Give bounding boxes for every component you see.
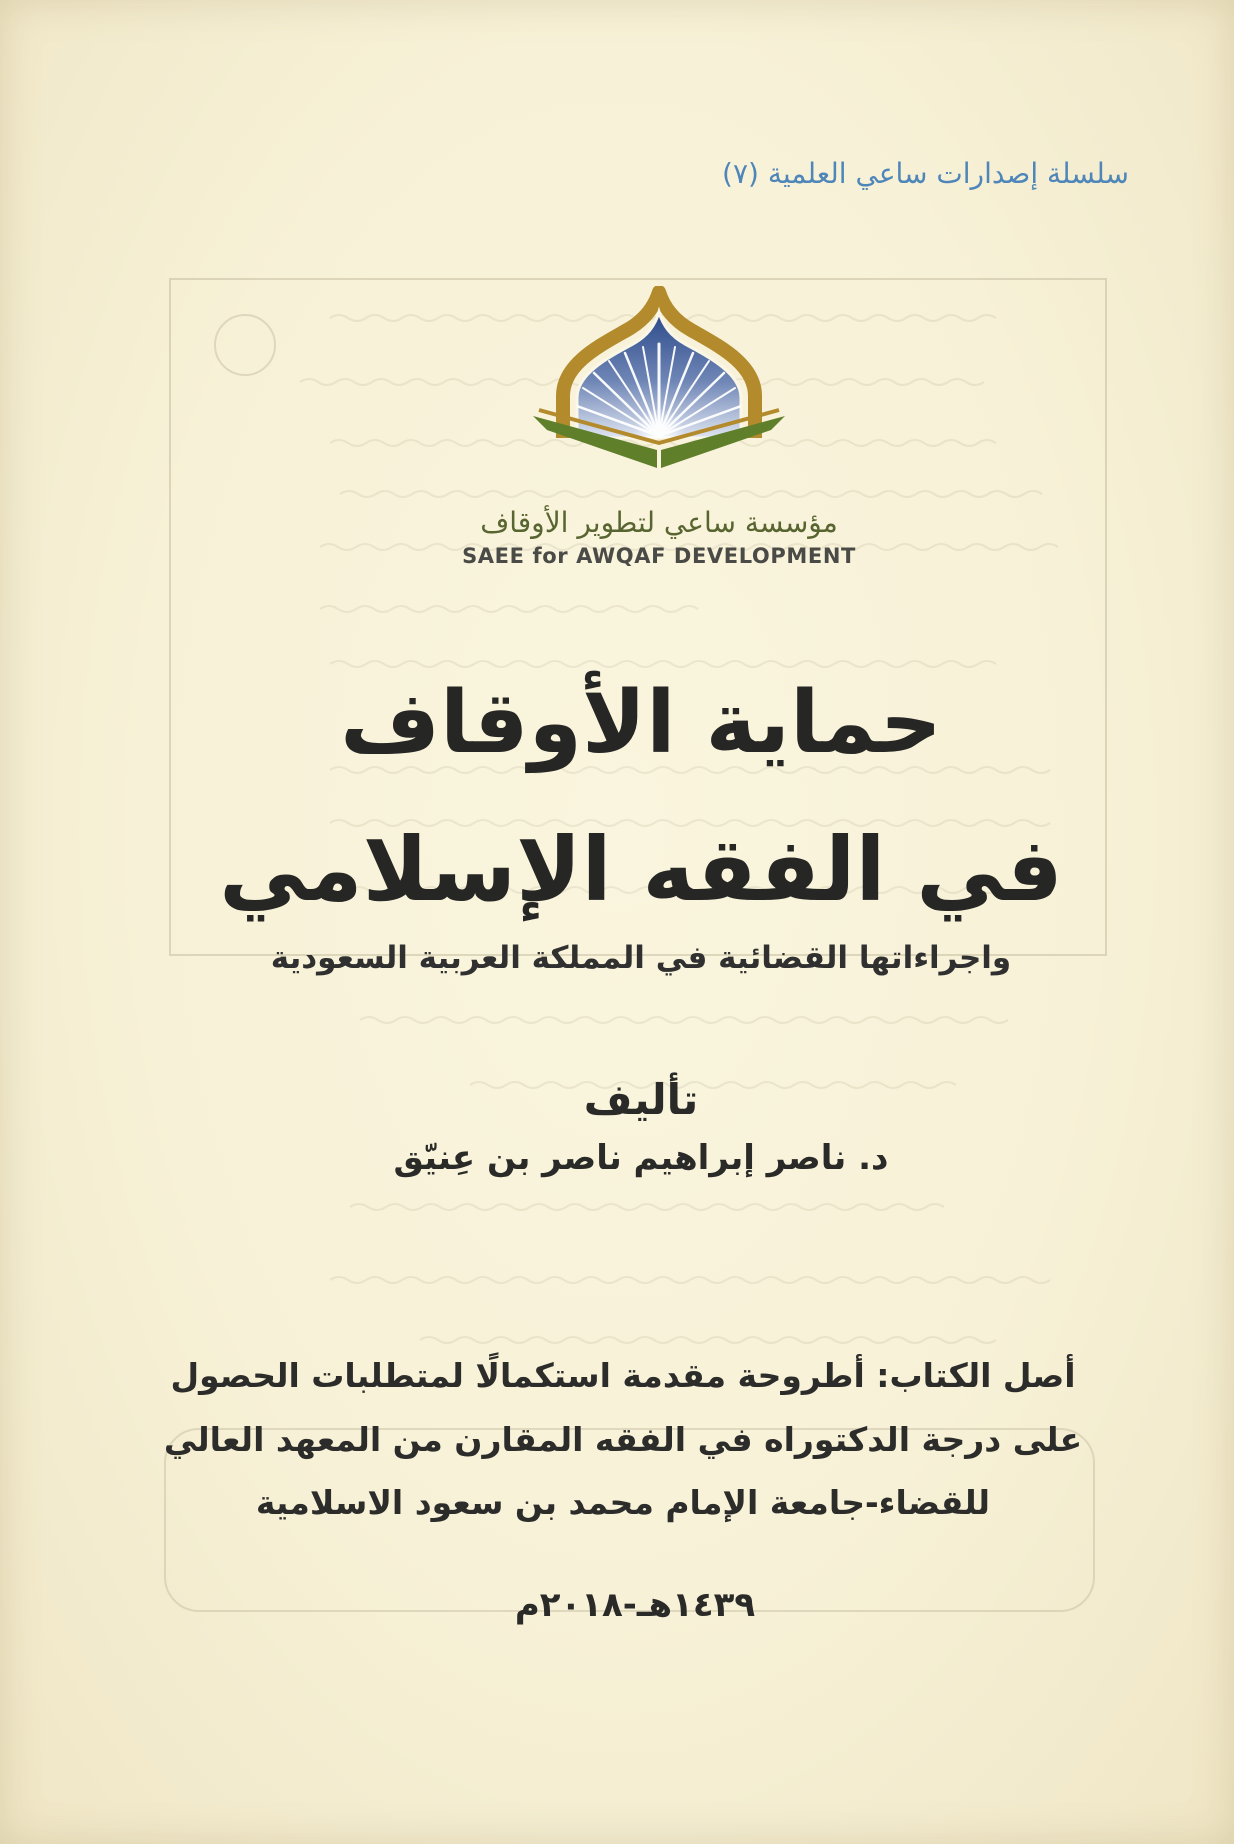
watermark-stroke	[360, 1017, 1008, 1023]
book-title-line-2: في الفقه الإسلامي	[219, 818, 1063, 921]
book-subtitle: واجراءاتها القضائية في المملكة العربية السعودية	[270, 940, 1012, 976]
book-origin-line: للقضاء-جامعة الإمام محمد بن سعود الاسلامية	[255, 1483, 991, 1522]
author-name: د. ناصر إبراهيم ناصر بن عِنيّق	[393, 1138, 889, 1178]
watermark-seal	[215, 315, 275, 375]
watermark-stroke	[330, 1277, 1050, 1283]
series-label: سلسلة إصدارات ساعي العلمية (٧)	[722, 157, 1129, 190]
publisher-name-en: SAEE for AWQAF DEVELOPMENT	[462, 544, 856, 568]
publication-date: ١٤٣٩هـ-٢٠١٨م	[514, 1585, 756, 1625]
watermark-stroke	[320, 606, 698, 612]
book-origin-line: على درجة الدكتوراه في الفقه المقارن من المعهد العالي	[163, 1420, 1083, 1459]
watermark-stroke	[420, 1337, 996, 1343]
publisher-name-ar: مؤسسة ساعي لتطوير الأوقاف	[480, 506, 838, 539]
book-title-line-1: حماية الأوقاف	[340, 673, 942, 773]
book-origin-line: أصل الكتاب: أطروحة مقدمة استكمالًا لمتطلبات الحصول	[170, 1356, 1076, 1395]
watermark-stroke	[330, 661, 996, 667]
dome-sunburst-logo-icon	[529, 286, 789, 496]
watermark-stroke	[350, 1204, 944, 1210]
publisher-logo	[529, 286, 789, 496]
author-label: تأليف	[583, 1075, 699, 1124]
